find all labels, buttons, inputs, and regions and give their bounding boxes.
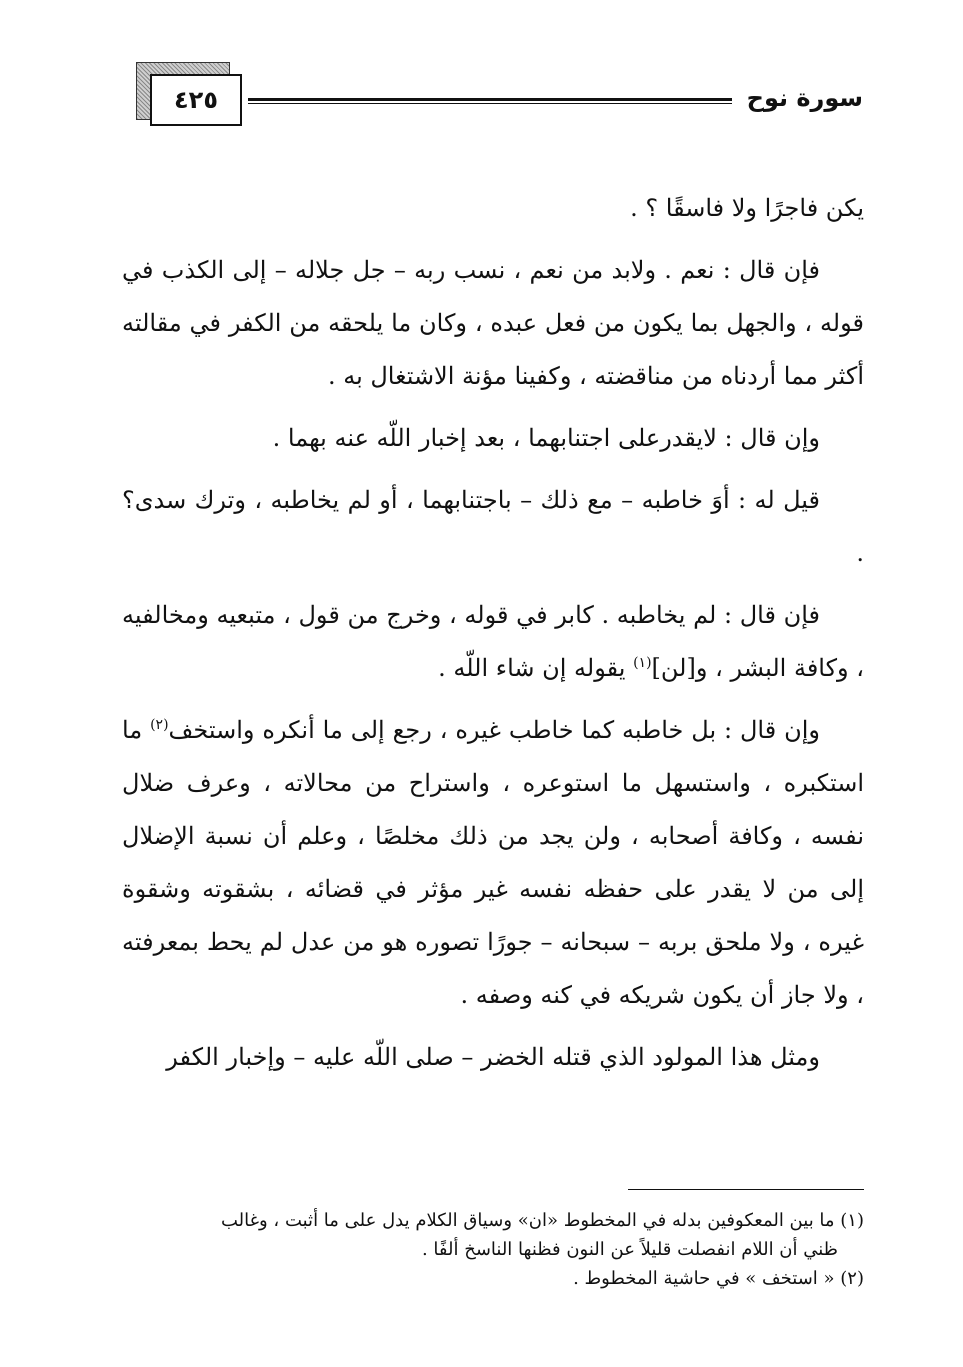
footnote-ref-2: (٢) [150, 717, 169, 733]
page-number: ٤٢٥ [150, 74, 242, 126]
body-text [122, 182, 864, 1093]
footnotes [128, 1206, 864, 1293]
footnote-separator [628, 1189, 864, 1190]
paragraph-5-text: فإن قال : لم يخاطبه . كابر في قوله ، وخرج من قول ، متبعيه ومخالفيه ، وكافة البشر ، و[لن] [122, 601, 864, 682]
paragraph-5 [122, 589, 864, 695]
paragraph-1: يكن فاجرًا ولا فاسقًا ؟ . [630, 194, 864, 222]
paragraph-6-text: وإن قال : بل خاطبه كما خاطب غيره ، رجع إلى ما أنكره واستخف [168, 716, 820, 744]
surah-title: سورة نوح [746, 84, 863, 112]
paragraph-2: فإن قال : نعم . ولابد من نعم ، نسب ربه – جل جلاله – إلى الكذب في قوله ، والجهل بما يكون من فعل عبده ، وكان ما يلحقه من الكفر في مقالته أكثر مما أردناه من مناقضته ، وكفينا مؤنة الاشتغال به . [122, 256, 864, 390]
paragraph-6-tail: ما استكبره ، واستسهل ما استوعره ، واستراح من محالاته ، وعرف ضلال نفسه ، وكافة أصحابه ، ولن يجد من ذلك مخلصًا ، وعلم أن نسبة الإضلال إلى من لا يقدر على حفظه نفسه غير مؤثر في قضائه ، بشقوته وشقوة غيره ، ولا ملحق بربه – سبحانه – جورًا تصوره هو من عدل لم يحط بمعرفته ، ولا جاز أن يكون شريكه في كنه وصفه . [122, 716, 864, 1009]
footnote-2: (٢) « استخف » في حاشية المخطوط . [573, 1268, 864, 1289]
page-header [136, 62, 863, 132]
header-rule [248, 98, 732, 104]
footnote-1-line-2: ظني أن اللام انفصلت قليلاً عن النون فظنها الناسخ ألفًا . [421, 1239, 838, 1260]
paragraph-3: وإن قال : لايقدرعلى اجتنابهما ، بعد إخبار اللّه عنه بهما . [272, 424, 820, 452]
footnote-ref-1: (١) [633, 655, 652, 671]
paragraph-7: ومثل هذا المولود الذي قتله الخضر – صلى اللّه عليه – وإخبار الكفر [166, 1043, 820, 1071]
paragraph-6 [122, 704, 864, 1022]
paragraph-4: قيل له : أوَ خاطبه – مع ذلك – باجتنابهما ، أو لم يخاطبه ، وترك سدى؟ . [122, 486, 864, 567]
paragraph-5-tail: يقوله إن شاء اللّه . [438, 654, 634, 682]
footnote-1-line-1: (١) ما بين المعكوفين بدله في المخطوط «ان» وسياق الكلام يدل على ما أثبت ، وغالب [220, 1210, 864, 1231]
